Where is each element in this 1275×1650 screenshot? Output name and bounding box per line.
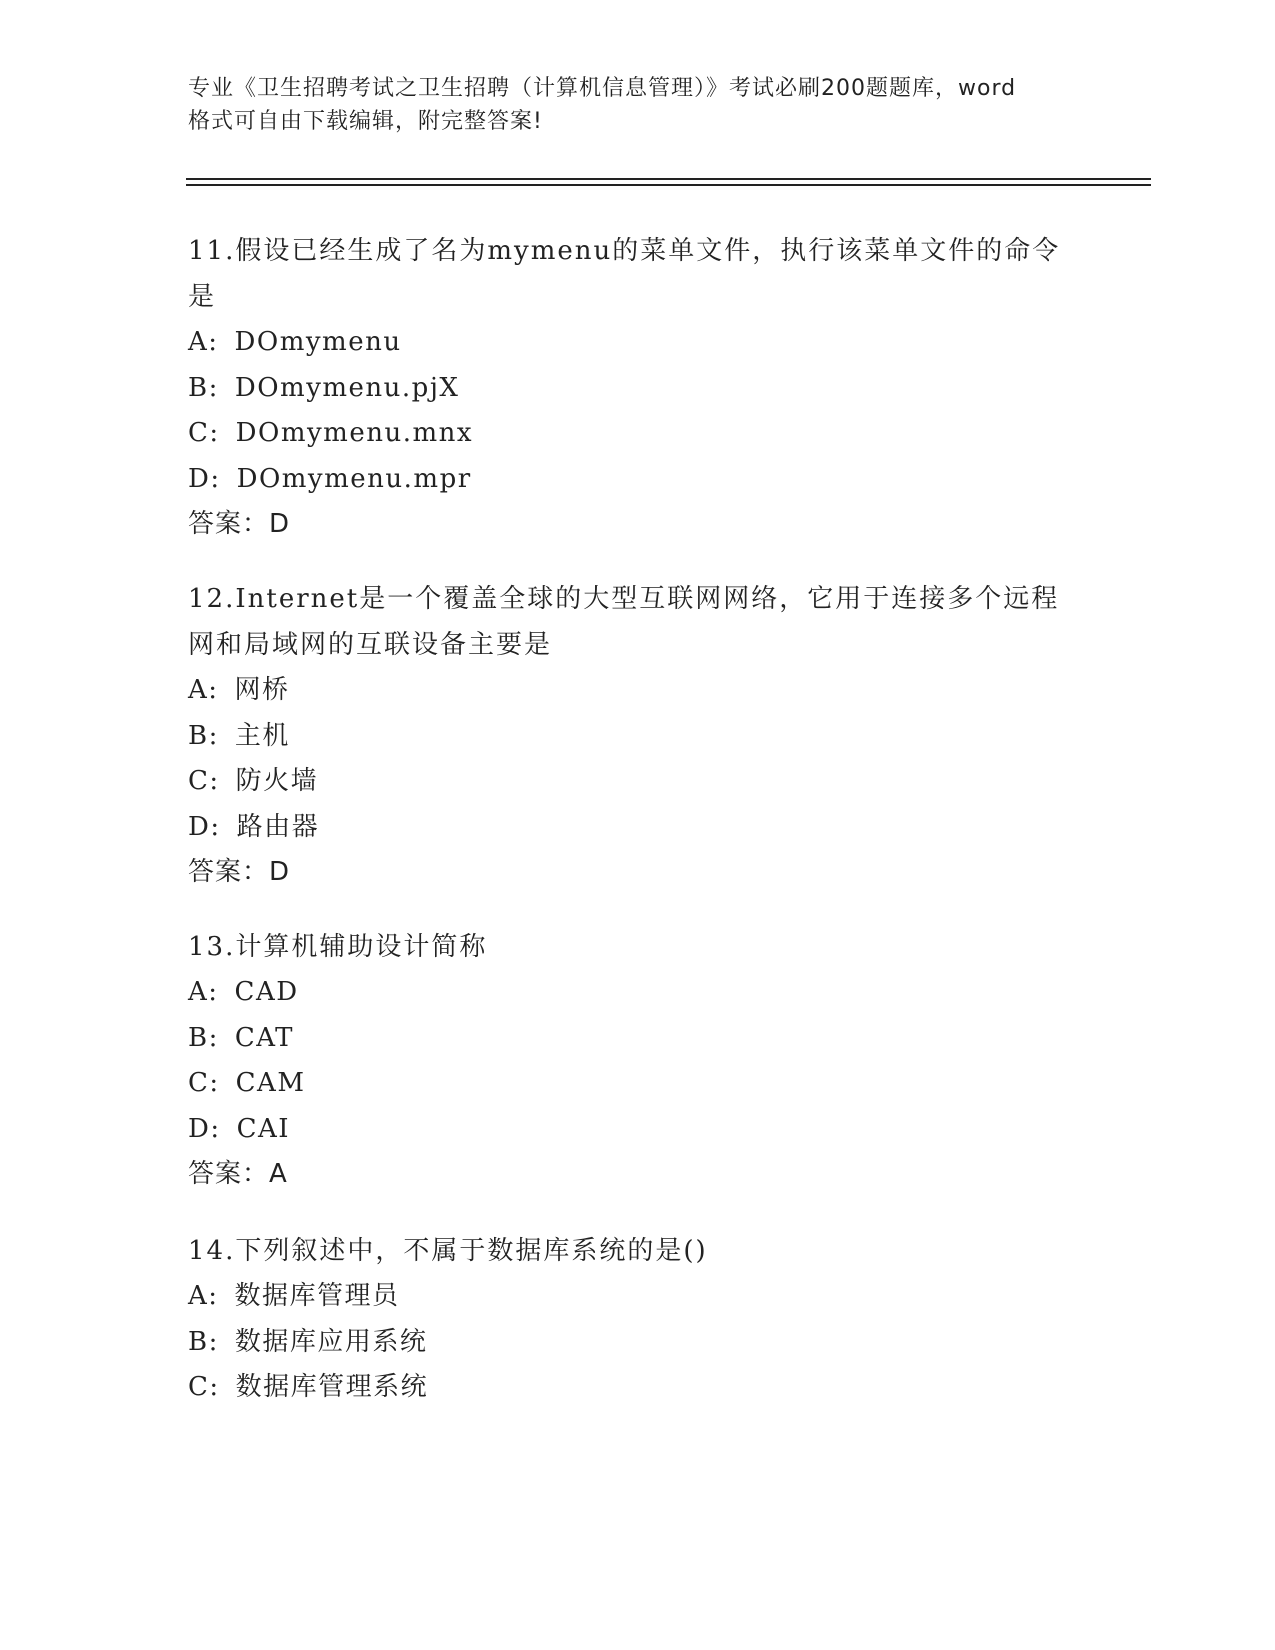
option-b [188, 1320, 1088, 1366]
question-stem: 11.假设已经生成了名为mymenu的菜单文件，执行该菜单文件的命令 [188, 236, 1061, 266]
header-divider-top [186, 178, 1151, 180]
option-text: CAI [236, 1113, 291, 1144]
answer-line: 答案：D [188, 509, 291, 539]
answer-line: 答案：A [188, 1159, 288, 1189]
option-key: B: [188, 372, 219, 403]
option-d [188, 805, 1088, 851]
option-key: B: [188, 1326, 219, 1357]
option-key: B: [188, 1022, 219, 1053]
question-stem-continued: 网和局域网的互联设备主要是 [188, 630, 553, 660]
option-text: 主机 [234, 720, 290, 751]
question-stem: 14.下列叙述中，不属于数据库系统的是() [188, 1236, 708, 1266]
option-c [188, 411, 1088, 457]
option-text: 网桥 [234, 675, 290, 705]
option-d [188, 1107, 1088, 1153]
question-14 [188, 1228, 1088, 1411]
header-line-2: 格式可自由下载编辑，附完整答案! [188, 109, 543, 134]
option-text: DOmymenu.mpr [236, 463, 472, 494]
option-text: DOmymenu.pjX [234, 372, 460, 403]
option-text: 路由器 [236, 811, 320, 842]
option-key: C: [188, 418, 220, 448]
answer-line: 答案：D [188, 857, 291, 887]
option-key: D: [188, 811, 221, 842]
option-text: CAM [235, 1068, 306, 1098]
option-key: A: [188, 977, 219, 1007]
option-c [188, 1061, 1088, 1107]
option-c [188, 759, 1088, 805]
option-key: C: [188, 1068, 220, 1098]
option-key: C: [188, 766, 220, 796]
option-text: 数据库应用系统 [234, 1326, 428, 1357]
question-stem: 12.Internet是一个覆盖全球的大型互联网网络，它用于连接多个远程 [188, 584, 1060, 614]
option-text: DOmymenu [234, 327, 402, 357]
option-text: 防火墙 [235, 766, 319, 796]
header-line-1: 专业《卫生招聘考试之卫生招聘（计算机信息管理）》考试必刷200题题库，word [188, 76, 1017, 101]
option-key: A: [188, 1281, 219, 1311]
header-divider-bottom [186, 184, 1151, 186]
option-a [188, 668, 1088, 714]
question-stem: 13.计算机辅助设计简称 [188, 932, 488, 962]
option-b [188, 366, 1088, 412]
question-12 [188, 576, 1088, 895]
option-b [188, 714, 1088, 760]
question-11 [188, 228, 1088, 547]
option-key: D: [188, 463, 221, 494]
option-d [188, 457, 1088, 503]
option-a [188, 1274, 1088, 1320]
option-text: CAT [234, 1022, 294, 1053]
question-stem-continued: 是 [188, 282, 217, 312]
option-text: DOmymenu.mnx [235, 418, 474, 448]
option-b [188, 1016, 1088, 1062]
option-key: A: [188, 327, 219, 357]
option-key: B: [188, 720, 219, 751]
option-c [188, 1365, 1088, 1411]
option-text: 数据库管理员 [234, 1281, 400, 1311]
option-a [188, 320, 1088, 366]
option-text: CAD [234, 977, 299, 1007]
option-text: 数据库管理系统 [235, 1372, 429, 1402]
document-header [188, 72, 1088, 138]
option-key: D: [188, 1113, 221, 1144]
option-key: C: [188, 1372, 220, 1402]
option-a [188, 970, 1088, 1016]
option-key: A: [188, 675, 219, 705]
question-13 [188, 924, 1088, 1197]
